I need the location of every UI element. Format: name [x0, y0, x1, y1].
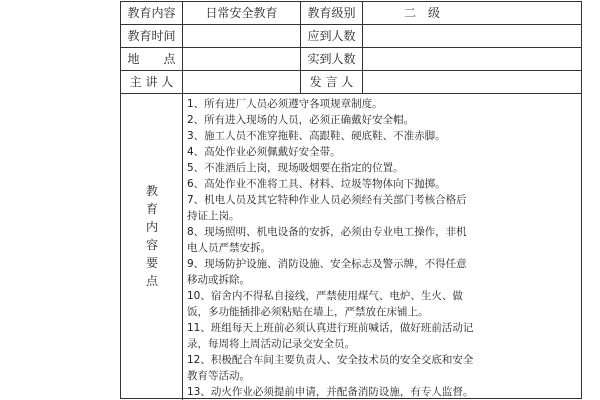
label-education-level: 教育级别	[301, 2, 363, 24]
list-item: 12、积极配合车间主要负责人、安全技术员的安全交底和安全教育等活动。	[187, 354, 474, 382]
header-row-time	[121, 25, 581, 48]
label-lecturer: 主 讲 人	[121, 71, 183, 93]
list-item: 10、宿舍内不得私自接线，严禁使用煤气、电炉、生火、做饭，多功能插排必须粘贴在墙上，严禁放在床铺上。	[187, 290, 463, 318]
list-item: 13、动火作业必须提前申请，并配备消防设施，有专人监督。	[187, 386, 474, 398]
label-char: 育	[145, 202, 158, 216]
list-item: 9、现场防护设施、消防设施、安全标志及警示牌，不得任意移动或拆除。	[187, 258, 467, 286]
label-speaker: 发 言 人	[301, 71, 363, 93]
value-education-level: 二 级	[403, 6, 440, 20]
value-education-content: 日常安全教育	[183, 2, 301, 24]
header-row-location	[121, 48, 581, 71]
value-education-time[interactable]	[183, 25, 301, 47]
content-points-label-cell	[121, 94, 183, 400]
label-char: 点	[145, 274, 158, 288]
value-location[interactable]	[183, 48, 301, 70]
list-item: 8、现场照明、机电设备的安拆，必须由专业电工操作，非机电人员严禁安拆。	[187, 226, 467, 254]
header-row-speaker	[121, 71, 581, 94]
list-item: 5、不准酒后上岗，现场吸烟要在指定的位置。	[187, 162, 404, 174]
label-actual-attendance: 实到人数	[301, 48, 363, 70]
list-item: 1、所有进厂人员必须遵守各项规章制度。	[187, 98, 383, 110]
list-item: 3、施工人员不准穿拖鞋、高跟鞋、硬底鞋、不准赤脚。	[187, 130, 446, 142]
safety-education-form	[120, 1, 582, 399]
value-speaker[interactable]	[363, 71, 481, 93]
list-item: 7、机电人员及其它特种作业人员必须经有关部门考核合格后持证上岗。	[187, 194, 467, 222]
list-item: 2、所有进入现场的人员，必须正确戴好安全帽。	[187, 114, 415, 126]
list-item: 11、班组每天上班前必须认真进行班前喊话，做好班前活动记录，每周将上周活动记录交安全员。	[187, 322, 474, 350]
header-row-content	[121, 2, 581, 25]
value-actual-attendance[interactable]	[363, 48, 481, 70]
list-item: 4、高处作业必须佩戴好安全带。	[187, 146, 341, 158]
label-char: 内	[145, 220, 158, 234]
label-char: 教	[145, 184, 158, 198]
content-points-label	[121, 182, 183, 290]
label-education-content: 教育内容	[121, 2, 183, 24]
label-char: 要	[145, 256, 158, 270]
value-expected-attendance[interactable]	[363, 25, 481, 47]
label-education-time: 教育时间	[121, 25, 183, 47]
value-lecturer[interactable]	[183, 71, 301, 93]
list-item: 6、高处作业不准将工具、材料、垃圾等物体向下抛掷。	[187, 178, 446, 190]
content-points-list	[183, 94, 481, 400]
label-expected-attendance: 应到人数	[301, 25, 363, 47]
label-char: 容	[145, 238, 158, 252]
label-location: 地 点	[121, 48, 183, 70]
